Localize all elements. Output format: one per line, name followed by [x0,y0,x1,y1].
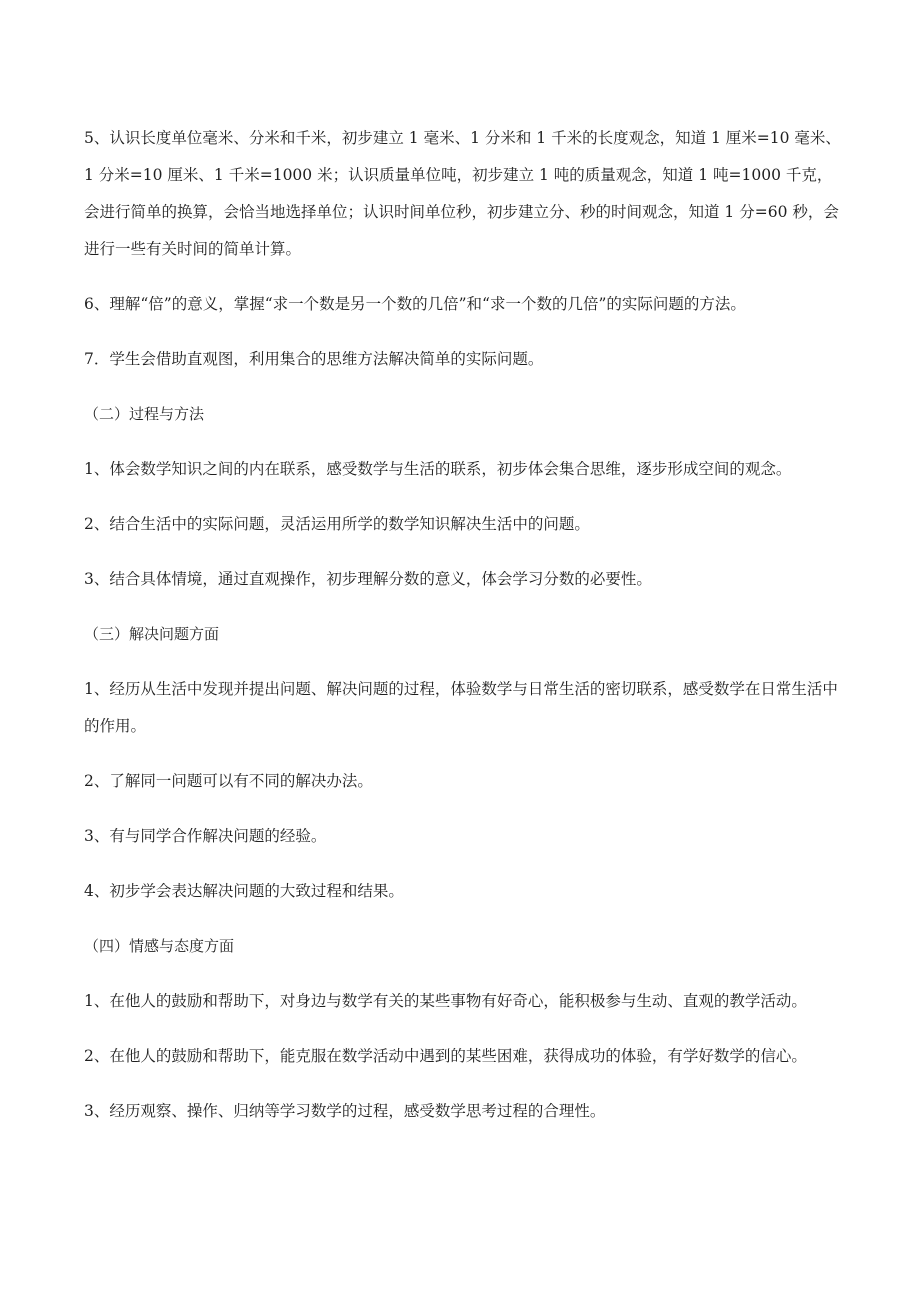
paragraph-emotion-1: 1、在他人的鼓励和帮助下，对身边与数学有关的某些事物有好奇心，能积极参与生动、直观的教学活动。 [84,992,807,1010]
paragraph-problem-1: 1、经历从生活中发现并提出问题、解决问题的过程，体验数学与日常生活的密切联系，感受数学在日常生活中的作用。 [84,680,838,735]
paragraph-process-2: 2、结合生活中的实际问题，灵活运用所学的数学知识解决生活中的问题。 [84,515,590,533]
paragraph-problem-2: 2、了解同一问题可以有不同的解决办法。 [84,772,373,790]
paragraph-emotion-3: 3、经历观察、操作、归纳等学习数学的过程，感受数学思考过程的合理性。 [84,1102,606,1120]
paragraph-problem-3: 3、有与同学合作解决问题的经验。 [84,827,327,845]
paragraph-objective-6: 6、理解“倍”的意义，掌握“求一个数是另一个数的几倍”和“求一个数的几倍”的实际问题的方法。 [84,295,746,313]
paragraph-process-3: 3、结合具体情境，通过直观操作，初步理解分数的意义，体会学习分数的必要性。 [84,570,652,588]
paragraph-problem-4: 4、初步学会表达解决问题的大致过程和结果。 [84,882,404,900]
section-heading-emotion-attitude: （四）情感与态度方面 [84,937,235,955]
paragraph-emotion-2: 2、在他人的鼓励和帮助下，能克服在数学活动中遇到的某些困难，获得成功的体验，有学好数学的信心。 [84,1047,807,1065]
paragraph-objective-5: 5、认识长度单位毫米、分米和千米，初步建立 1 毫米、1 分米和 1 千米的长度观念，知道 1 厘米=10 毫米、1 分米=10 厘米、1 千米=1000 米；认识质量单位吨，初步建立 1 吨的质量观念，知道 1 吨=1000 千克，会进行简单的换算，会恰当地选择单位；认识时间单位秒，初步建立分、秒的时间观念，知道 1 分=60 秒，会进行一些有关时间的简单计算。 [84,129,841,258]
document-page [84,120,844,1148]
section-heading-problem-solving: （三）解决问题方面 [84,625,220,643]
section-heading-process-and-method: （二）过程与方法 [84,405,205,423]
paragraph-process-1: 1、体会数学知识之间的内在联系，感受数学与生活的联系，初步体会集合思维，逐步形成空间的观念。 [84,460,792,478]
paragraph-objective-7: 7．学生会借助直观图，利用集合的思维方法解决简单的实际问题。 [84,350,544,368]
